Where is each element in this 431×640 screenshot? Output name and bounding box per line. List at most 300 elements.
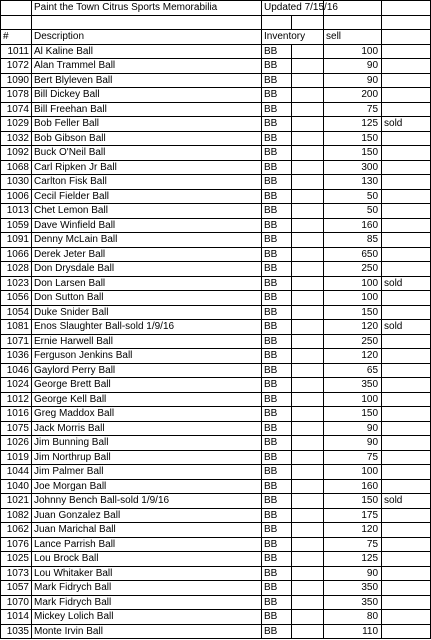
cell-empty[interactable]: [292, 175, 324, 190]
cell-sell[interactable]: 85: [324, 233, 382, 248]
cell-description[interactable]: Greg Maddox Ball: [32, 407, 262, 422]
cell-sell[interactable]: 160: [324, 218, 382, 233]
table-row: [1, 363, 431, 378]
table-row: [1, 233, 431, 248]
cell-note[interactable]: [382, 465, 431, 480]
cell-note[interactable]: [382, 537, 431, 552]
table-row: [1, 160, 431, 175]
spreadsheet-body: [1, 1, 431, 639]
cell-note[interactable]: [382, 262, 431, 277]
cell-inventory[interactable]: BB: [262, 117, 292, 132]
cell-note[interactable]: [382, 160, 431, 175]
table-row: [1, 610, 431, 625]
cell-inventory[interactable]: BB: [262, 479, 292, 494]
cell-note[interactable]: sold: [382, 117, 431, 132]
cell-note[interactable]: [382, 131, 431, 146]
blank-cell[interactable]: [382, 15, 431, 30]
cell-id[interactable]: 1030: [1, 175, 32, 190]
cell-sell[interactable]: 250: [324, 334, 382, 349]
cell-inventory[interactable]: BB: [262, 450, 292, 465]
cell-id[interactable]: 1070: [1, 595, 32, 610]
cell-description[interactable]: Don Sutton Ball: [32, 291, 262, 306]
cell-sell[interactable]: 150: [324, 305, 382, 320]
cell-description[interactable]: Jim Bunning Ball: [32, 436, 262, 451]
cell-inventory[interactable]: BB: [262, 102, 292, 117]
cell-id[interactable]: 1006: [1, 189, 32, 204]
cell-inventory[interactable]: BB: [262, 305, 292, 320]
cell-note[interactable]: [382, 175, 431, 190]
cell-id[interactable]: 1028: [1, 262, 32, 277]
cell-note[interactable]: [382, 349, 431, 364]
cell-inventory[interactable]: BB: [262, 233, 292, 248]
cell-description[interactable]: Al Kaline Ball: [32, 44, 262, 59]
cell-description[interactable]: Juan Marichal Ball: [32, 523, 262, 538]
cell-sell[interactable]: 650: [324, 247, 382, 262]
cell-note[interactable]: [382, 392, 431, 407]
cell-inventory[interactable]: BB: [262, 363, 292, 378]
table-row: [1, 552, 431, 567]
cell-inventory[interactable]: BB: [262, 421, 292, 436]
cell-empty[interactable]: [292, 305, 324, 320]
cell-note[interactable]: [382, 624, 431, 639]
cell-id[interactable]: 1040: [1, 479, 32, 494]
table-row: [1, 73, 431, 88]
cell-id[interactable]: 1023: [1, 276, 32, 291]
cell-note[interactable]: [382, 436, 431, 451]
cell-note[interactable]: [382, 450, 431, 465]
table-row: [1, 131, 431, 146]
cell-empty[interactable]: [292, 378, 324, 393]
cell-id[interactable]: 1044: [1, 465, 32, 480]
cell-description[interactable]: Lance Parrish Ball: [32, 537, 262, 552]
header-id[interactable]: #: [1, 30, 32, 45]
cell-inventory[interactable]: BB: [262, 131, 292, 146]
cell-id[interactable]: 1072: [1, 59, 32, 74]
cell-id[interactable]: 1073: [1, 566, 32, 581]
cell-sell[interactable]: 125: [324, 552, 382, 567]
cell-inventory[interactable]: BB: [262, 320, 292, 335]
cell-inventory[interactable]: BB: [262, 392, 292, 407]
cell-inventory[interactable]: BB: [262, 88, 292, 103]
cell-inventory[interactable]: BB: [262, 73, 292, 88]
cell-empty[interactable]: [292, 494, 324, 509]
cell-inventory[interactable]: BB: [262, 247, 292, 262]
cell-inventory[interactable]: BB: [262, 146, 292, 161]
cell-sell[interactable]: 125: [324, 117, 382, 132]
cell-note[interactable]: [382, 218, 431, 233]
table-row: [1, 378, 431, 393]
cell-description[interactable]: George Brett Ball: [32, 378, 262, 393]
cell-id[interactable]: 1090: [1, 73, 32, 88]
cell-description[interactable]: Dave Winfield Ball: [32, 218, 262, 233]
table-row: [1, 436, 431, 451]
cell-sell[interactable]: 350: [324, 581, 382, 596]
title-row: [1, 1, 431, 16]
cell-id[interactable]: 1074: [1, 102, 32, 117]
cell-note[interactable]: [382, 59, 431, 74]
cell-empty[interactable]: [292, 146, 324, 161]
cell-empty[interactable]: [292, 102, 324, 117]
cell-inventory[interactable]: BB: [262, 566, 292, 581]
cell-inventory[interactable]: BB: [262, 624, 292, 639]
cell-note[interactable]: [382, 610, 431, 625]
cell-note[interactable]: [382, 88, 431, 103]
cell-inventory[interactable]: BB: [262, 175, 292, 190]
table-row: [1, 88, 431, 103]
cell-description[interactable]: Carl Ripken Jr Ball: [32, 160, 262, 175]
cell-description[interactable]: Bill Freehan Ball: [32, 102, 262, 117]
cell-id[interactable]: 1082: [1, 508, 32, 523]
cell-sell[interactable]: 100: [324, 392, 382, 407]
cell-inventory[interactable]: BB: [262, 218, 292, 233]
blank-cell[interactable]: [32, 15, 262, 30]
cell-note[interactable]: [382, 189, 431, 204]
cell-id[interactable]: 1046: [1, 363, 32, 378]
cell-note[interactable]: [382, 407, 431, 422]
cell-inventory[interactable]: BB: [262, 334, 292, 349]
cell-sell[interactable]: 80: [324, 610, 382, 625]
table-row: [1, 320, 431, 335]
cell-note[interactable]: [382, 566, 431, 581]
cell-note[interactable]: [382, 508, 431, 523]
cell-note[interactable]: [382, 363, 431, 378]
cell-inventory[interactable]: BB: [262, 59, 292, 74]
cell-note[interactable]: [382, 233, 431, 248]
cell-description[interactable]: Bert Blyleven Ball: [32, 73, 262, 88]
blank-row: [1, 15, 431, 30]
cell-inventory[interactable]: BB: [262, 595, 292, 610]
cell-note[interactable]: [382, 305, 431, 320]
cell-empty[interactable]: [292, 334, 324, 349]
cell-sell[interactable]: 150: [324, 146, 382, 161]
cell-id[interactable]: 1035: [1, 624, 32, 639]
cell-description[interactable]: Bob Gibson Ball: [32, 131, 262, 146]
table-row: [1, 175, 431, 190]
updated-date[interactable]: Updated 7/15/16: [262, 1, 324, 16]
table-row: [1, 407, 431, 422]
cell-id[interactable]: 1057: [1, 581, 32, 596]
table-row: [1, 262, 431, 277]
cell-inventory[interactable]: BB: [262, 378, 292, 393]
cell-description[interactable]: Mark Fidrych Ball: [32, 581, 262, 596]
cell-description[interactable]: Jack Morris Ball: [32, 421, 262, 436]
cell-inventory[interactable]: BB: [262, 189, 292, 204]
cell-description[interactable]: Ernie Harwell Ball: [32, 334, 262, 349]
blank-cell[interactable]: [262, 15, 292, 30]
table-row: [1, 44, 431, 59]
cell-id[interactable]: 1068: [1, 160, 32, 175]
table-row: [1, 508, 431, 523]
cell-description[interactable]: Monte Irvin Ball: [32, 624, 262, 639]
header-row: [1, 30, 431, 45]
cell-empty[interactable]: [292, 131, 324, 146]
cell-sell[interactable]: 350: [324, 378, 382, 393]
cell-id[interactable]: 1016: [1, 407, 32, 422]
cell-description[interactable]: Jim Palmer Ball: [32, 465, 262, 480]
cell-id[interactable]: 1024: [1, 378, 32, 393]
cell-id[interactable]: 1071: [1, 334, 32, 349]
cell-note[interactable]: [382, 378, 431, 393]
table-row: [1, 392, 431, 407]
table-row: [1, 334, 431, 349]
cell-sell[interactable]: 90: [324, 59, 382, 74]
cell-note[interactable]: sold: [382, 320, 431, 335]
sheet-title[interactable]: Paint the Town Citrus Sports Memorabilia: [32, 1, 262, 16]
cell-sell[interactable]: 90: [324, 73, 382, 88]
cell-description[interactable]: Juan Gonzalez Ball: [32, 508, 262, 523]
cell-id[interactable]: 1056: [1, 291, 32, 306]
cell-description[interactable]: Derek Jeter Ball: [32, 247, 262, 262]
title-row-cell-a[interactable]: [1, 1, 32, 16]
table-row: [1, 566, 431, 581]
header-description[interactable]: Description: [32, 30, 262, 45]
cell-empty[interactable]: [292, 320, 324, 335]
table-row: [1, 624, 431, 639]
cell-inventory[interactable]: BB: [262, 494, 292, 509]
cell-empty[interactable]: [292, 117, 324, 132]
cell-empty[interactable]: [292, 204, 324, 219]
cell-note[interactable]: sold: [382, 276, 431, 291]
cell-sell[interactable]: 160: [324, 479, 382, 494]
cell-empty[interactable]: [292, 624, 324, 639]
cell-sell[interactable]: 250: [324, 262, 382, 277]
cell-note[interactable]: [382, 334, 431, 349]
cell-inventory[interactable]: BB: [262, 508, 292, 523]
cell-sell[interactable]: 100: [324, 44, 382, 59]
cell-note[interactable]: [382, 102, 431, 117]
cell-note[interactable]: [382, 581, 431, 596]
table-row: [1, 450, 431, 465]
cell-id[interactable]: 1011: [1, 44, 32, 59]
cell-id[interactable]: 1054: [1, 305, 32, 320]
cell-empty[interactable]: [292, 523, 324, 538]
cell-empty[interactable]: [292, 610, 324, 625]
cell-empty[interactable]: [292, 508, 324, 523]
cell-inventory[interactable]: BB: [262, 349, 292, 364]
cell-id[interactable]: 1021: [1, 494, 32, 509]
cell-id[interactable]: 1025: [1, 552, 32, 567]
cell-empty[interactable]: [292, 581, 324, 596]
table-row: [1, 59, 431, 74]
cell-description[interactable]: Duke Snider Ball: [32, 305, 262, 320]
cell-empty[interactable]: [292, 479, 324, 494]
blank-cell[interactable]: [324, 15, 382, 30]
cell-description[interactable]: Carlton Fisk Ball: [32, 175, 262, 190]
cell-sell[interactable]: 50: [324, 189, 382, 204]
table-row: [1, 117, 431, 132]
table-row: [1, 218, 431, 233]
table-row: [1, 421, 431, 436]
cell-sell[interactable]: 90: [324, 566, 382, 581]
cell-sell[interactable]: 90: [324, 421, 382, 436]
cell-description[interactable]: Alan Trammel Ball: [32, 59, 262, 74]
cell-note[interactable]: [382, 552, 431, 567]
cell-sell[interactable]: 300: [324, 160, 382, 175]
cell-id[interactable]: 1019: [1, 450, 32, 465]
cell-inventory[interactable]: BB: [262, 291, 292, 306]
cell-empty[interactable]: [292, 276, 324, 291]
cell-sell[interactable]: 90: [324, 436, 382, 451]
cell-id[interactable]: 1029: [1, 117, 32, 132]
cell-inventory[interactable]: BB: [262, 552, 292, 567]
cell-description[interactable]: Bill Dickey Ball: [32, 88, 262, 103]
cell-empty[interactable]: [292, 421, 324, 436]
cell-sell[interactable]: 200: [324, 88, 382, 103]
cell-inventory[interactable]: BB: [262, 204, 292, 219]
table-row: [1, 291, 431, 306]
blank-cell[interactable]: [292, 15, 324, 30]
table-row: [1, 581, 431, 596]
cell-id[interactable]: 1036: [1, 349, 32, 364]
table-row: [1, 523, 431, 538]
cell-id[interactable]: 1012: [1, 392, 32, 407]
cell-empty[interactable]: [292, 218, 324, 233]
cell-empty[interactable]: [292, 247, 324, 262]
cell-id[interactable]: 1092: [1, 146, 32, 161]
cell-inventory[interactable]: BB: [262, 581, 292, 596]
cell-empty[interactable]: [292, 189, 324, 204]
cell-description[interactable]: Lou Brock Ball: [32, 552, 262, 567]
cell-sell[interactable]: 100: [324, 291, 382, 306]
cell-description[interactable]: Buck O'Neil Ball: [32, 146, 262, 161]
header-sell[interactable]: sell: [324, 30, 382, 45]
cell-empty[interactable]: [292, 262, 324, 277]
cell-description[interactable]: Denny McLain Ball: [32, 233, 262, 248]
cell-id[interactable]: 1076: [1, 537, 32, 552]
cell-inventory[interactable]: BB: [262, 44, 292, 59]
cell-empty[interactable]: [292, 537, 324, 552]
cell-description[interactable]: Johnny Bench Ball-sold 1/9/16: [32, 494, 262, 509]
cell-empty[interactable]: [292, 44, 324, 59]
cell-sell[interactable]: 150: [324, 407, 382, 422]
cell-inventory[interactable]: BB: [262, 407, 292, 422]
header-note[interactable]: [382, 30, 431, 45]
cell-description[interactable]: Chet Lemon Ball: [32, 204, 262, 219]
cell-sell[interactable]: 120: [324, 523, 382, 538]
cell-sell[interactable]: 100: [324, 276, 382, 291]
cell-description[interactable]: Cecil Fielder Ball: [32, 189, 262, 204]
cell-note[interactable]: [382, 247, 431, 262]
cell-empty[interactable]: [292, 566, 324, 581]
cell-sell[interactable]: 350: [324, 595, 382, 610]
table-row: [1, 537, 431, 552]
cell-inventory[interactable]: BB: [262, 537, 292, 552]
cell-description[interactable]: George Kell Ball: [32, 392, 262, 407]
cell-inventory[interactable]: BB: [262, 262, 292, 277]
cell-id[interactable]: 1032: [1, 131, 32, 146]
cell-sell[interactable]: 120: [324, 320, 382, 335]
cell-sell[interactable]: 150: [324, 494, 382, 509]
cell-id[interactable]: 1078: [1, 88, 32, 103]
cell-description[interactable]: Don Drysdale Ball: [32, 262, 262, 277]
cell-id[interactable]: 1062: [1, 523, 32, 538]
cell-description[interactable]: Gaylord Perry Ball: [32, 363, 262, 378]
cell-sell[interactable]: 75: [324, 102, 382, 117]
cell-note[interactable]: [382, 479, 431, 494]
cell-sell[interactable]: 150: [324, 131, 382, 146]
table-row: [1, 189, 431, 204]
cell-description[interactable]: Mark Fidrych Ball: [32, 595, 262, 610]
cell-empty[interactable]: [292, 160, 324, 175]
cell-empty[interactable]: [292, 363, 324, 378]
cell-note[interactable]: [382, 44, 431, 59]
cell-sell[interactable]: 130: [324, 175, 382, 190]
cell-id[interactable]: 1081: [1, 320, 32, 335]
cell-sell[interactable]: 110: [324, 624, 382, 639]
title-row-cell-f[interactable]: [382, 1, 431, 16]
cell-empty[interactable]: [292, 291, 324, 306]
cell-id[interactable]: 1075: [1, 421, 32, 436]
cell-id[interactable]: 1026: [1, 436, 32, 451]
cell-description[interactable]: Enos Slaughter Ball-sold 1/9/16: [32, 320, 262, 335]
cell-id[interactable]: 1013: [1, 204, 32, 219]
cell-empty[interactable]: [292, 59, 324, 74]
cell-empty[interactable]: [292, 465, 324, 480]
cell-description[interactable]: Don Larsen Ball: [32, 276, 262, 291]
cell-empty[interactable]: [292, 73, 324, 88]
cell-inventory[interactable]: BB: [262, 276, 292, 291]
cell-description[interactable]: Jim Northrup Ball: [32, 450, 262, 465]
cell-sell[interactable]: 75: [324, 537, 382, 552]
cell-id[interactable]: 1091: [1, 233, 32, 248]
cell-note[interactable]: [382, 204, 431, 219]
cell-empty[interactable]: [292, 349, 324, 364]
cell-empty[interactable]: [292, 595, 324, 610]
cell-id[interactable]: 1066: [1, 247, 32, 262]
cell-description[interactable]: Ferguson Jenkins Ball: [32, 349, 262, 364]
table-row: [1, 146, 431, 161]
cell-empty[interactable]: [292, 392, 324, 407]
cell-note[interactable]: [382, 146, 431, 161]
cell-note[interactable]: [382, 421, 431, 436]
table-row: [1, 276, 431, 291]
cell-sell[interactable]: 75: [324, 450, 382, 465]
cell-inventory[interactable]: BB: [262, 465, 292, 480]
cell-note[interactable]: [382, 523, 431, 538]
cell-sell[interactable]: 100: [324, 465, 382, 480]
blank-cell[interactable]: [1, 15, 32, 30]
cell-description[interactable]: Bob Feller Ball: [32, 117, 262, 132]
cell-empty[interactable]: [292, 233, 324, 248]
cell-note[interactable]: [382, 73, 431, 88]
cell-sell[interactable]: 65: [324, 363, 382, 378]
cell-empty[interactable]: [292, 436, 324, 451]
cell-empty[interactable]: [292, 407, 324, 422]
cell-sell[interactable]: 50: [324, 204, 382, 219]
header-inventory[interactable]: Inventory: [262, 30, 324, 45]
cell-empty[interactable]: [292, 450, 324, 465]
cell-inventory[interactable]: BB: [262, 523, 292, 538]
cell-description[interactable]: Lou Whitaker Ball: [32, 566, 262, 581]
cell-description[interactable]: Joe Morgan Ball: [32, 479, 262, 494]
cell-sell[interactable]: 120: [324, 349, 382, 364]
cell-note[interactable]: sold: [382, 494, 431, 509]
cell-inventory[interactable]: BB: [262, 436, 292, 451]
cell-description[interactable]: Mickey Lolich Ball: [32, 610, 262, 625]
cell-note[interactable]: [382, 595, 431, 610]
cell-sell[interactable]: 175: [324, 508, 382, 523]
cell-note[interactable]: [382, 291, 431, 306]
table-row: [1, 479, 431, 494]
cell-inventory[interactable]: BB: [262, 610, 292, 625]
cell-empty[interactable]: [292, 552, 324, 567]
cell-inventory[interactable]: BB: [262, 160, 292, 175]
cell-empty[interactable]: [292, 88, 324, 103]
table-row: [1, 102, 431, 117]
cell-id[interactable]: 1014: [1, 610, 32, 625]
cell-id[interactable]: 1059: [1, 218, 32, 233]
table-row: [1, 494, 431, 509]
